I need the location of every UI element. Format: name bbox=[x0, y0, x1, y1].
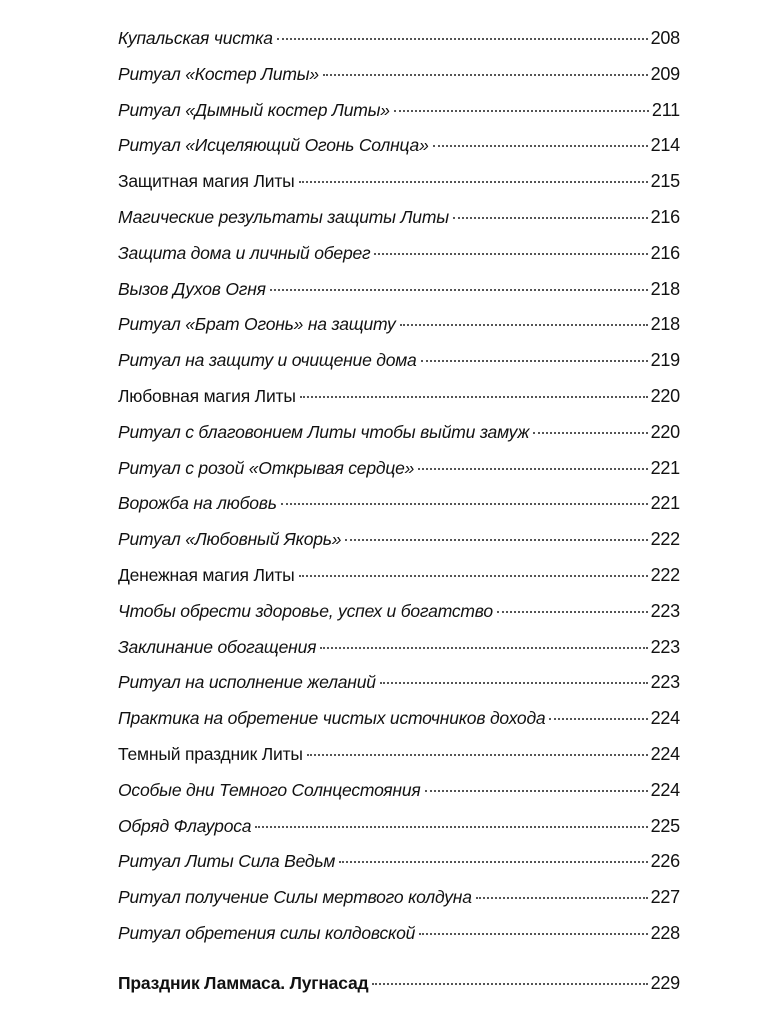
toc-entry-page: 208 bbox=[650, 28, 680, 48]
toc-entry-title: Обряд Флауроса bbox=[118, 815, 252, 836]
dot-leader bbox=[374, 253, 647, 255]
toc-entry[interactable] bbox=[118, 451, 680, 487]
dot-leader bbox=[453, 217, 648, 219]
toc-entry[interactable] bbox=[118, 21, 680, 57]
toc-entry[interactable] bbox=[118, 630, 680, 666]
toc-entry-page: 211 bbox=[651, 99, 680, 120]
toc-entry-page: 218 bbox=[650, 314, 680, 335]
dot-leader bbox=[380, 682, 648, 684]
toc-entry[interactable] bbox=[118, 164, 680, 200]
toc-entry-page: 222 bbox=[650, 529, 680, 550]
toc-entry-page: 209 bbox=[650, 63, 680, 84]
toc-entry[interactable] bbox=[118, 701, 680, 737]
toc-entry-page: 223 bbox=[650, 600, 680, 621]
toc-entry[interactable] bbox=[118, 486, 680, 522]
toc-entry-page: 220 bbox=[650, 385, 680, 406]
toc-entry-title: Ритуал «Костер Литы» bbox=[118, 63, 319, 84]
dot-leader bbox=[299, 575, 648, 577]
toc-entry[interactable] bbox=[118, 379, 680, 415]
toc-entry-title: Ритуал «Брат Огонь» на защиту bbox=[118, 314, 396, 335]
toc-entry[interactable] bbox=[118, 128, 680, 164]
toc-entry[interactable] bbox=[118, 809, 680, 845]
dot-leader bbox=[345, 539, 647, 541]
toc-entry-title: Ритуал «Дымный костер Литы» bbox=[118, 99, 390, 120]
toc-entry-page: 224 bbox=[650, 743, 680, 764]
dot-leader bbox=[300, 396, 648, 398]
toc-entry[interactable] bbox=[118, 665, 680, 701]
dot-leader bbox=[320, 647, 647, 649]
toc-entry-title: Темный праздник Литы bbox=[118, 743, 303, 764]
toc-entry-page: 215 bbox=[650, 171, 680, 192]
dot-leader bbox=[433, 145, 648, 147]
toc-entry-page: 222 bbox=[650, 564, 680, 585]
toc-entry[interactable] bbox=[118, 415, 680, 451]
toc-entry-title: Ритуал «Исцеляющий Огонь Солнца» bbox=[118, 135, 429, 156]
toc-entry-title: Ритуал на исполнение желаний bbox=[118, 672, 376, 693]
toc-entry-title: Практика на обретение чистых источников дохода bbox=[118, 708, 546, 729]
dot-leader bbox=[372, 983, 647, 985]
toc-entry-page: 220 bbox=[650, 421, 680, 442]
toc-entry-title: Защита дома и личный оберег bbox=[118, 242, 371, 263]
dot-leader bbox=[418, 468, 647, 470]
toc-entry-page: 216 bbox=[650, 242, 680, 263]
dot-leader bbox=[339, 861, 647, 863]
toc-entry-title: Ритуал Литы Сила Ведьм bbox=[118, 851, 336, 872]
dot-leader bbox=[497, 611, 648, 613]
toc-entry[interactable] bbox=[118, 57, 680, 93]
toc-section-entry[interactable] bbox=[118, 966, 680, 1002]
toc-entry[interactable] bbox=[118, 916, 680, 952]
toc-entry-page: 221 bbox=[650, 493, 680, 514]
toc-entry[interactable] bbox=[118, 522, 680, 558]
toc-entry-page: 219 bbox=[650, 350, 680, 371]
toc-entry-page: 216 bbox=[650, 206, 680, 227]
toc-entry-page: 225 bbox=[650, 815, 680, 836]
toc-entry[interactable] bbox=[118, 594, 680, 630]
toc-entry-page: 224 bbox=[650, 708, 680, 729]
dot-leader bbox=[400, 324, 648, 326]
toc-entry-title: Денежная магия Литы bbox=[118, 564, 295, 585]
dot-leader bbox=[476, 897, 648, 899]
dot-leader bbox=[277, 38, 648, 40]
dot-leader bbox=[549, 718, 647, 720]
toc-entry-title: Ритуал «Любовный Якорь» bbox=[118, 529, 342, 550]
toc-entry-title: Особые дни Темного Солнцестояния bbox=[118, 779, 421, 800]
toc-entry-title: Праздник Ламмаса. Лугнасад bbox=[118, 972, 369, 993]
dot-leader bbox=[255, 826, 647, 828]
toc-entry[interactable] bbox=[118, 200, 680, 236]
toc-entry-page: 229 bbox=[650, 972, 680, 993]
toc-entry[interactable] bbox=[118, 880, 680, 916]
toc-entry-page: 223 bbox=[650, 636, 680, 657]
table-of-contents bbox=[118, 21, 680, 1002]
toc-entry-title: Ритуал получение Силы мертвого колдуна bbox=[118, 887, 472, 908]
toc-entry[interactable] bbox=[118, 272, 680, 308]
toc-entry[interactable] bbox=[118, 343, 680, 379]
dot-leader bbox=[307, 754, 648, 756]
toc-entry[interactable] bbox=[118, 773, 680, 809]
toc-entry[interactable] bbox=[118, 93, 680, 129]
toc-entry-page: 223 bbox=[650, 672, 680, 693]
toc-entry-page: 224 bbox=[650, 779, 680, 800]
toc-entry-title: Любовная магия Литы bbox=[118, 385, 296, 406]
toc-entry-title: Вызов Духов Огня bbox=[118, 278, 266, 299]
toc-entry-page: 227 bbox=[650, 887, 680, 908]
dot-leader bbox=[533, 432, 647, 434]
dot-leader bbox=[419, 933, 647, 935]
toc-entry-page: 218 bbox=[650, 278, 680, 299]
toc-entry[interactable] bbox=[118, 307, 680, 343]
toc-entry-title: Ворожба на любовь bbox=[118, 493, 277, 514]
dot-leader bbox=[425, 790, 648, 792]
toc-entry-title: Ритуал с благовонием Литы чтобы выйти замуж bbox=[118, 421, 530, 442]
toc-entry-page: 214 bbox=[650, 135, 680, 156]
toc-entry[interactable] bbox=[118, 558, 680, 594]
dot-leader bbox=[270, 289, 648, 291]
toc-entry[interactable] bbox=[118, 844, 680, 880]
toc-entry-title: Чтобы обрести здоровье, успех и богатство bbox=[118, 600, 493, 621]
toc-entry-title: Ритуал обретения силы колдовской bbox=[118, 922, 416, 943]
dot-leader bbox=[421, 360, 648, 362]
dot-leader bbox=[281, 503, 648, 505]
toc-entry-page: 228 bbox=[650, 922, 680, 943]
toc-entry[interactable] bbox=[118, 737, 680, 773]
toc-entry-page: 221 bbox=[650, 457, 680, 478]
toc-entry-page: 226 bbox=[650, 851, 680, 872]
dot-leader bbox=[394, 110, 649, 112]
toc-entry-title: Заклинание обогащения bbox=[118, 636, 317, 657]
dot-leader bbox=[299, 181, 648, 183]
toc-entry[interactable] bbox=[118, 236, 680, 272]
toc-entry-title: Ритуал на защиту и очищение дома bbox=[118, 350, 417, 371]
toc-entry-title: Купальская чистка bbox=[118, 28, 273, 48]
dot-leader bbox=[323, 74, 648, 76]
toc-entry-title: Магические результаты защиты Литы bbox=[118, 206, 449, 227]
toc-entry-title: Ритуал с розой «Открывая сердце» bbox=[118, 457, 415, 478]
toc-entry-title: Защитная магия Литы bbox=[118, 171, 295, 192]
